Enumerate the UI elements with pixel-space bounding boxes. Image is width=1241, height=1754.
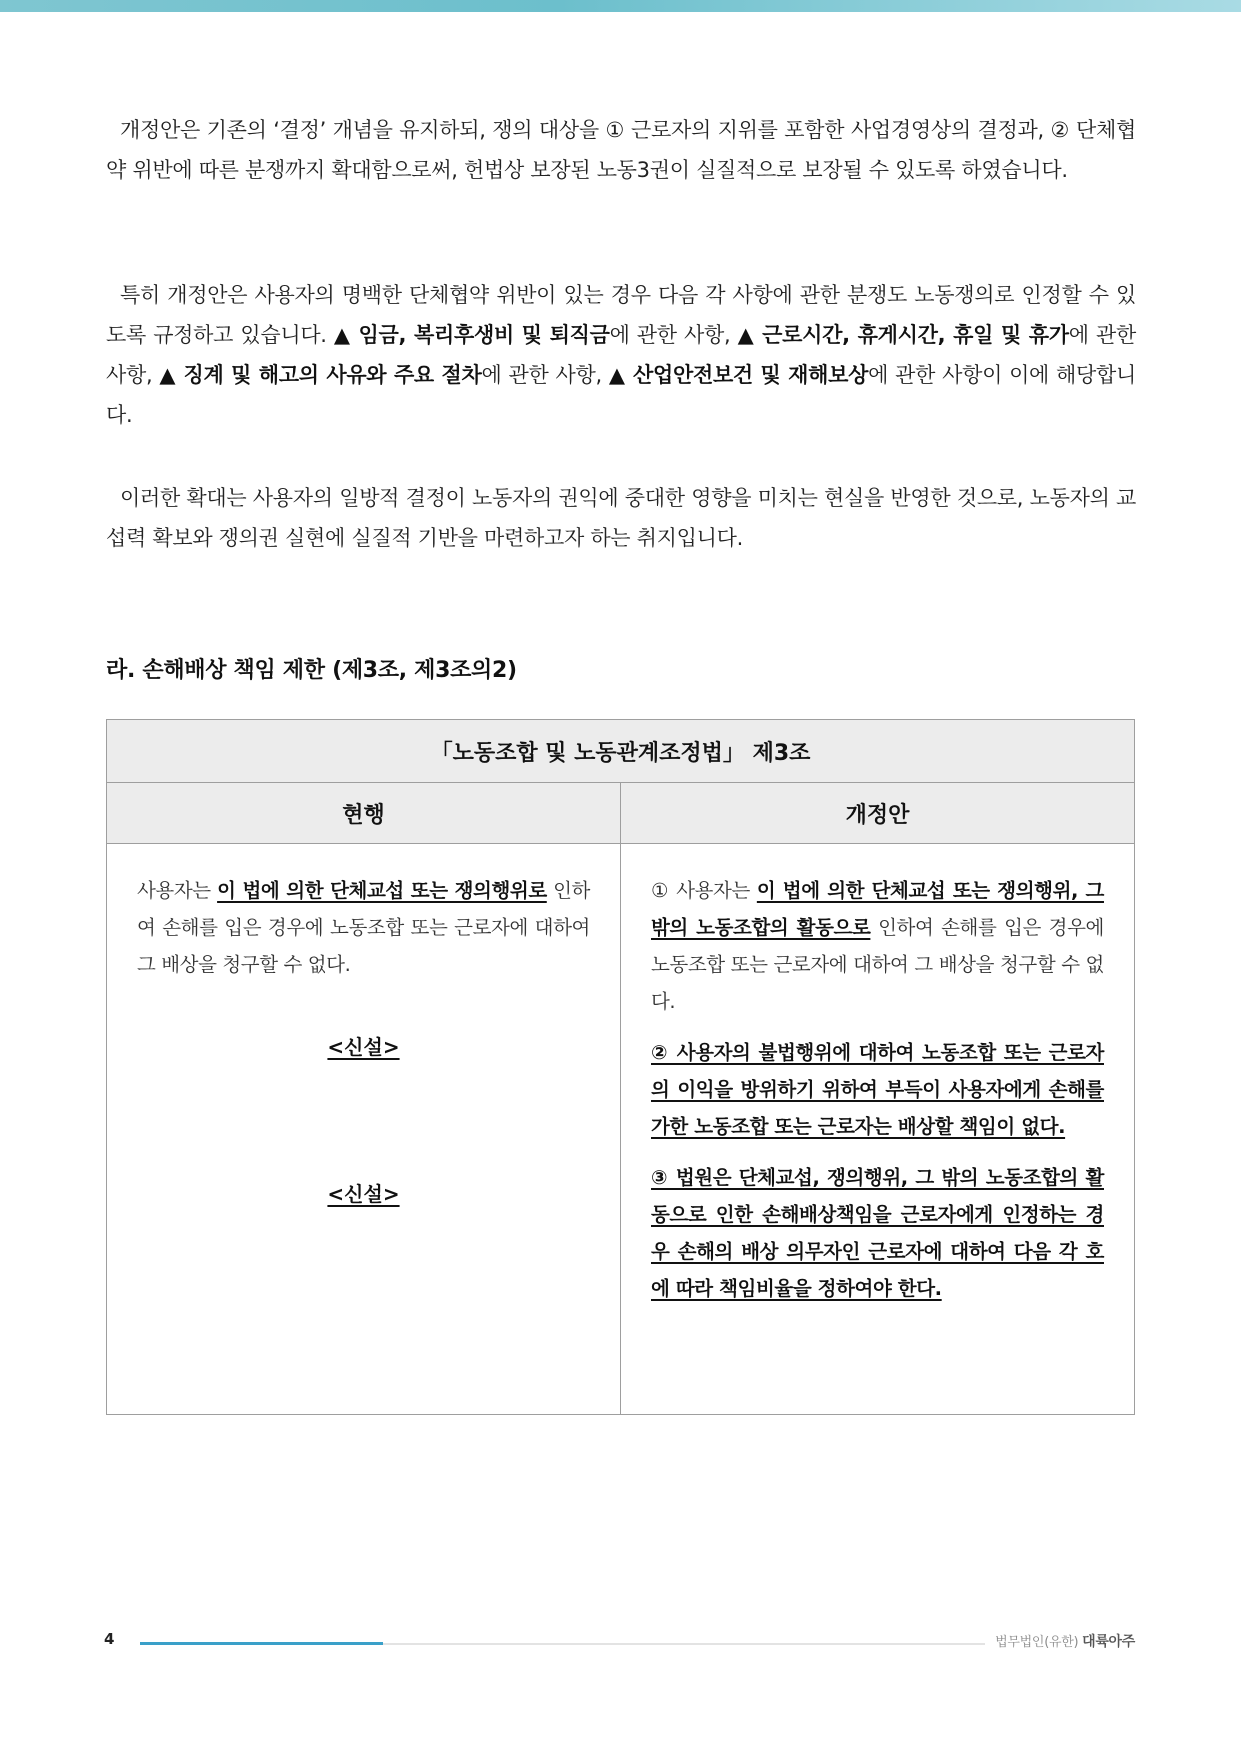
body-paragraph-3 [106, 478, 1136, 558]
amend-clause-1-pre: ① 사용자는 [651, 879, 750, 902]
firm-name: 대륙아주 [1082, 1634, 1135, 1650]
current-clause-underlined: 이 법에 의한 단체교섭 또는 쟁의행위로 [217, 879, 547, 902]
amend-clause-2: ② 사용자의 불법행위에 대하여 노동조합 또는 근로자의 이익을 방위하기 위하여 부득이 사용자에게 손해를 가한 노동조합 또는 근로자는 배상할 책임이 없다. [651, 1041, 1104, 1138]
p2-item1-bold: ▲ 임금, 복리후생비 및 퇴직금 [333, 323, 610, 347]
p2-intro: 특히 개정안은 사용자의 명백한 단체협약 위반이 있는 경우 다음 각 사항에 관한 분쟁도 노동쟁의로 인정할 수 있도록 규정하고 있습니다. [106, 283, 1136, 347]
p2-item3-rest: 에 관한 사항, [481, 363, 602, 387]
body-paragraph-1 [106, 110, 1136, 190]
p2-item3-bold: ▲ 징계 및 해고의 사유와 주요 절차 [159, 363, 482, 387]
amendment-cell [621, 844, 1135, 1415]
current-clause-pre: 사용자는 [137, 879, 211, 902]
amend-clause-1 [651, 872, 1104, 1020]
page-number: 4 [104, 1630, 115, 1648]
column-header-amendment: 개정안 [621, 783, 1135, 844]
p2-item2-rest: 에 관한 사항, [106, 323, 1136, 387]
comparison-table [106, 719, 1135, 1415]
new-provision-mark-2: <신설> [327, 1182, 400, 1206]
p1-text: 개정안은 기존의 ‘결정’ 개념을 유지하되, 쟁의 대상을 ① 근로자의 지위를 포함한 사업경영상의 결정과, ② 단체협약 위반에 따른 분쟁까지 확대함으로써, 헌법상 보장된 노동3권이 실질적으로 보장될 수 있도록 하였습니다. [106, 118, 1136, 182]
firm-signature [995, 1631, 1135, 1651]
top-accent-bar [0, 0, 1241, 12]
p2-item4-rest: 에 관한 사항이 이에 해당합니다. [106, 363, 1136, 427]
new-provision-mark-1: <신설> [327, 1035, 400, 1059]
current-law-cell [107, 844, 621, 1415]
p2-item2-bold: ▲ 근로시간, 휴게시간, 휴일 및 휴가 [737, 323, 1069, 347]
firm-prefix: 법무법인(유한) [995, 1635, 1079, 1650]
p2-item1-rest: 에 관한 사항, [609, 323, 731, 347]
body-paragraph-2 [106, 275, 1136, 435]
p2-item4-bold: ▲ 산업안전보건 및 재해보상 [608, 363, 869, 387]
column-header-current: 현행 [107, 783, 621, 844]
current-clause-post: 인하여 손해를 입은 경우에 노동조합 또는 근로자에 대하여 그 배상을 청구할 수 없다. [137, 879, 590, 976]
amend-clause-3: ③ 법원은 단체교섭, 쟁의행위, 그 밖의 노동조합의 활동으로 인한 손해배상책임을 근로자에게 인정하는 경우 손해의 배상 의무자인 근로자에 대하여 다음 각 호에 따라 책임비율을 정하여야 한다. [651, 1166, 1104, 1300]
footer-divider-accent [140, 1642, 383, 1645]
current-clause [137, 872, 590, 983]
p3-text: 이러한 확대는 사용자의 일방적 결정이 노동자의 권익에 중대한 영향을 미치는 현실을 반영한 것으로, 노동자의 교섭력 확보와 쟁의권 실현에 실질적 기반을 마련하고자 하는 취지입니다. [106, 486, 1136, 550]
amend-clause-1-post: 인하여 손해를 입은 경우에 노동조합 또는 근로자에 대하여 그 배상을 청구할 수 없다. [651, 916, 1104, 1013]
law-title: 「노동조합 및 노동관계조정법」 제3조 [107, 720, 1135, 783]
section-heading: 라. 손해배상 책임 제한 (제3조, 제3조의2) [106, 658, 517, 683]
amend-clause-1-underlined: 이 법에 의한 단체교섭 또는 쟁의행위, 그 밖의 노동조합의 활동으로 [651, 879, 1104, 939]
